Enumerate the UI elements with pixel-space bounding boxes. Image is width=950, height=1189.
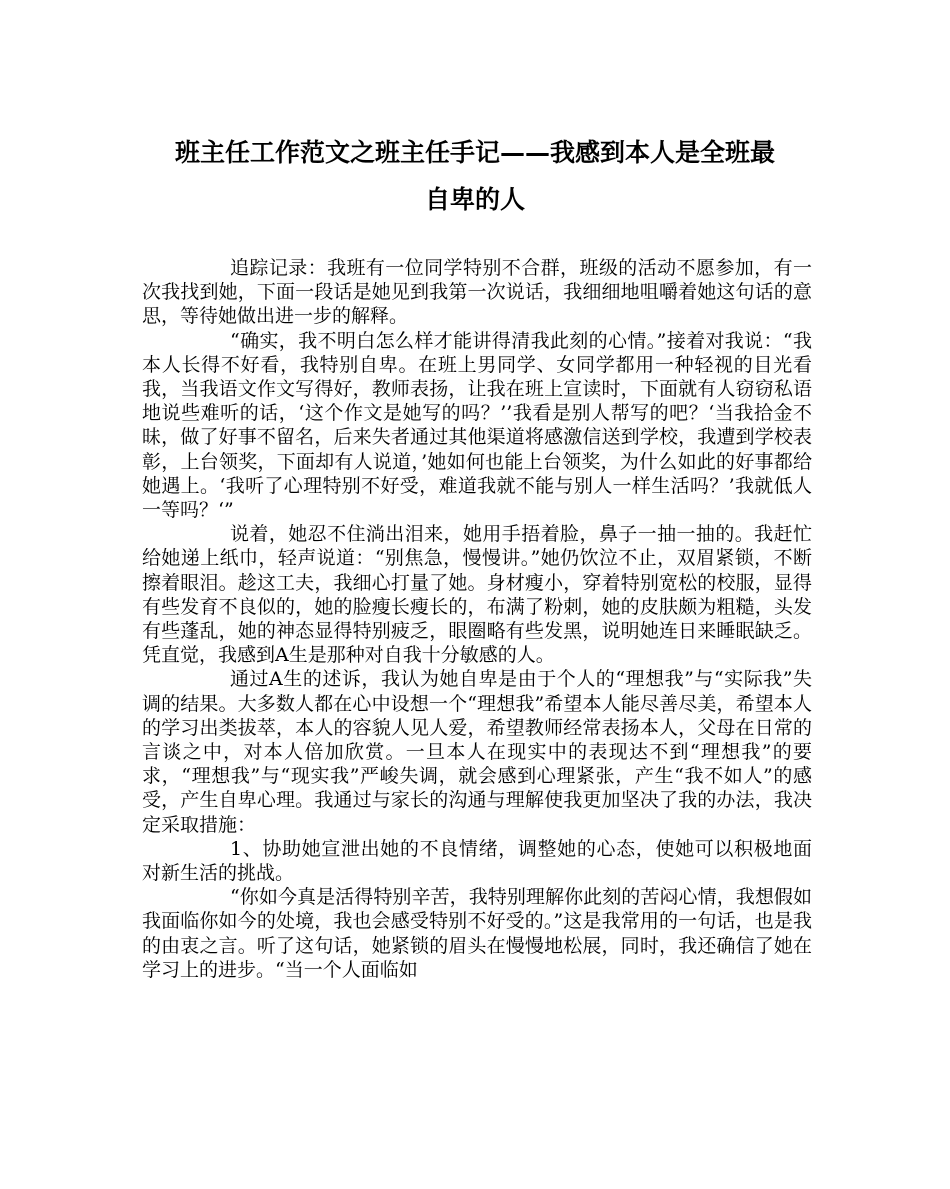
document-title-line-2: 自卑的人 <box>424 185 525 214</box>
paragraph: 说着，她忍不住淌出泪来，她用手捂着脸，鼻子一抽一抽的。我赶忙给她递上纸巾，轻声说道：“别焦急，慢慢讲。”她仍饮泣不止，双眉紧锁，不断擦着眼泪。趁这工夫，我细心打量了她。身材瘦小，穿着特别宽松的校服，显得有些发育不良似的，她的脸瘦长瘦长的，布满了粉刺，她的皮肤颇为粗糙，头发有些蓬乱，她的神态显得特别疲乏，眼圈略有些发黑，说明她连日来睡眠缺乏。凭直觉，我感到A生是那种对自我十分敏感的人。 <box>142 523 812 667</box>
document-body <box>142 256 812 982</box>
paragraph: 1、协助她宣泄出她的不良情绪，调整她的心态，使她可以积极地面对新生活的挑战。 <box>142 837 812 885</box>
paragraph: “你如今真是活得特别辛苦，我特别理解你此刻的苦闷心情，我想假如我面临你如今的处境，我也会感受特别不好受的。”这是我常用的一句话，也是我的由衷之言。听了这句话，她紧锁的眉头在慢慢地松展，同时，我还确信了她在学习上的进步。“当一个人面临如 <box>142 886 812 981</box>
document-title-line-1: 班主任工作范文之班主任手记——我感到本人是全班最 <box>174 138 775 167</box>
paragraph: 通过A生的述诉，我认为她自卑是由于个人的“理想我”与“实际我”失调的结果。大多数人都在心中设想一个“理想我”希望本人能尽善尽美，希望本人的学习出类拔萃，本人的容貌人见人爱，希望教师经常表扬本人，父母在日常的言谈之中，对本人倍加欣赏。一旦本人在现实中的表现达不到“理想我”的要求，“理想我”与“现实我”严峻失调，就会感到心理紧张，产生“我不如人”的感受，产生自卑心理。我通过与家长的沟通与理解使我更加坚决了我的办法，我决定采取措施： <box>142 668 812 836</box>
paragraph: “确实，我不明白怎么样才能讲得清我此刻的心情。”接着对我说：“我本人长得不好看，我特别自卑。在班上男同学、女同学都用一种轻视的目光看我，当我语文作文写得好，教师表扬，让我在班上宣读时，下面就有人窃窃私语地说些难听的话，‘这个作文是她写的吗？’’我看是别人帮写的吧？‘当我拾金不昧，做了好事不留名，后来失者通过其他渠道将感激信送到学校，我遭到学校表彰，上台领奖，下面却有人说道，’她如何也能上台领奖，为什么如此的好事都给她遇上。‘我听了心理特别不好受，难道我就不能与别人一样生活吗？’我就低人一等吗？‘” <box>142 329 812 522</box>
paragraph: 追踪记录：我班有一位同学特别不合群，班级的活动不愿参加，有一次我找到她，下面一段话是她见到我第一次说话，我细细地咀嚼着她这句话的意思，等待她做出进一步的解释。 <box>142 257 812 328</box>
